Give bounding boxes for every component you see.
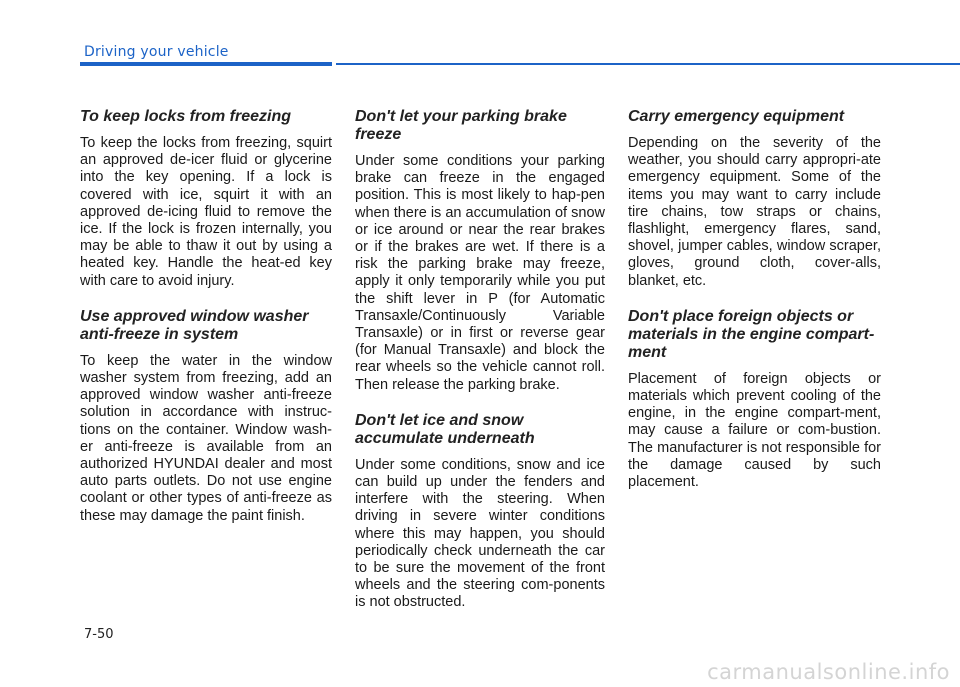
paragraph-ice-snow: Under some conditions, snow and ice can build up under the fenders and interfere with the steering. When driving in severe winter conditions where this may happen, you should periodically check underneath the car to be sure the movement of the front wheels and the steering com-ponents is not obstructed.: [355, 456, 605, 611]
text-column-1: [80, 108, 332, 543]
page-number: 7-50: [84, 627, 114, 642]
paragraph-parking-brake: Under some conditions your parking brake can freeze in the engaged position. This is most likely to hap-pen when there is an accumulation of snow or ice around or near the rear brakes or if the brakes are wet. If there is a risk the parking brake may freeze, apply it only temporarily while you put the shift lever in P (for Automatic Transaxle/Continuously Variable Transaxle) or in first or reverse gear (for Manual Transaxle) and block the rear wheels so the vehicle cannot roll. Then release the parking brake.: [355, 153, 605, 393]
section-header-title: Driving your vehicle: [84, 44, 229, 60]
heading-foreign-objects: Don't place foreign objects or materials in the engine compart-ment: [628, 307, 875, 361]
header-rule-thick: [80, 62, 332, 66]
paragraph-foreign-objects: Placement of foreign objects or materials which prevent cooling of the engine, in the engine compart-ment, may cause a failure or com-bustion. The manufacturer is not responsible for the damage caused by such placement.: [628, 370, 881, 491]
paragraph-washer-antifreeze: To keep the water in the window washer system from freezing, add an approved window washer anti-freeze solution in accordance with instruc-tions on the container. Window wash-er anti-freeze is available from an authorized HYUNDAI dealer and most auto parts outlets. Do not use engine coolant or other types of anti-freeze as these may damage the paint finish.: [80, 352, 332, 524]
heading-parking-brake: Don't let your parking brake freeze: [355, 108, 567, 143]
text-column-3: [628, 108, 881, 509]
heading-emergency-equipment: Carry emergency equipment: [628, 108, 845, 125]
heading-washer-antifreeze: Use approved window washer anti-freeze in system: [80, 307, 309, 343]
watermark: carmanualsonline.info: [707, 660, 950, 684]
text-column-2: [355, 108, 605, 630]
heading-ice-snow: Don't let ice and snow accumulate underneath: [355, 411, 535, 447]
paragraph-locks-freezing: To keep the locks from freezing, squirt an approved de-icer fluid or glycerine into the key opening. If a lock is covered with ice, squirt it with an approved de-icing fluid to remove the ice. If the lock is frozen internally, you may be able to thaw it out by using a heated key. Handle the heat-ed key with care to avoid injury.: [80, 135, 332, 289]
heading-locks-freezing: To keep locks from freezing: [80, 108, 292, 125]
header-rule-thin: [336, 63, 960, 65]
paragraph-emergency-equipment: Depending on the severity of the weather, you should carry appropri-ate emergency equipment. Some of the items you may want to carry include tire chains, tow straps or chains, flashlight, emergency flares, sand, shovel, jumper cables, window scraper, gloves, ground cloth, cover-alls, blanket, etc.: [628, 135, 881, 289]
